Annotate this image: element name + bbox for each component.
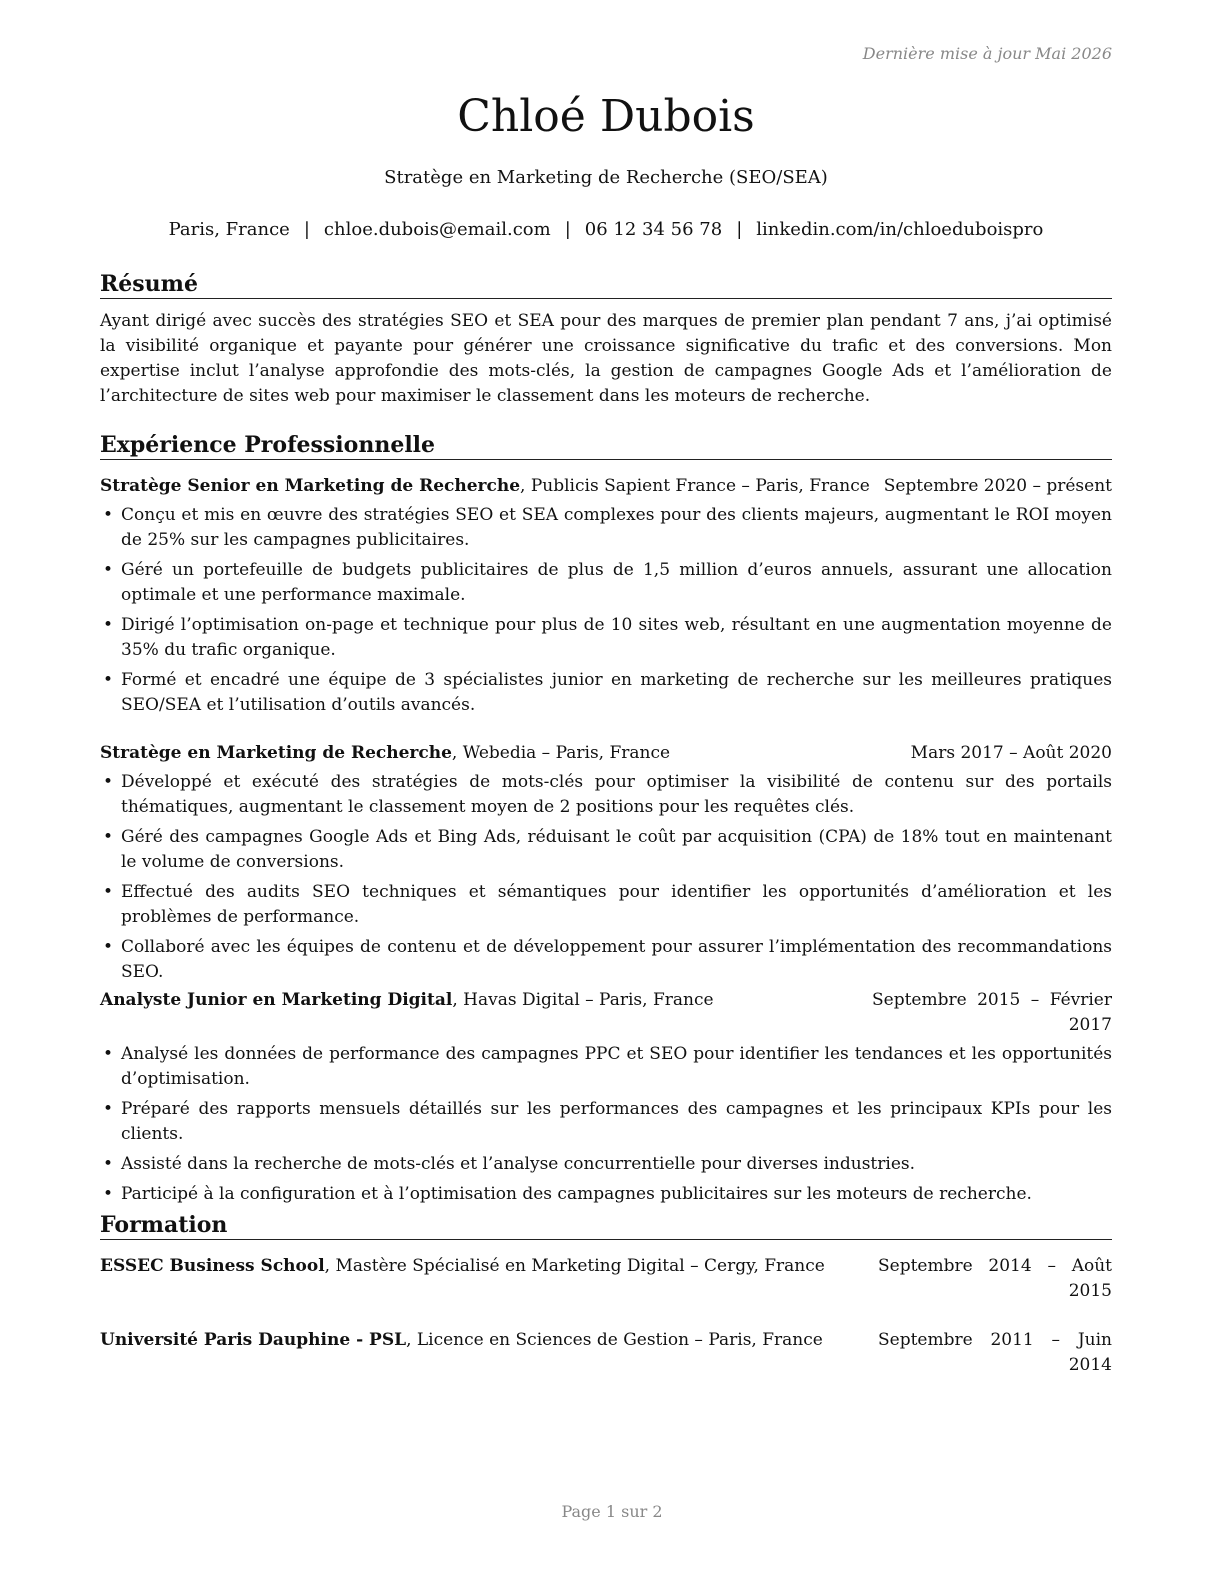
bullet-text: Effectué des audits SEO techniques et sémantiques pour identifier les opportunités d’amélioration et les problèmes de performance. [121,882,1112,927]
bullet-icon: • [103,772,114,792]
bullet-icon: • [103,1184,114,1204]
bullet-icon: • [103,560,114,580]
list-item [100,770,1112,820]
bullet-icon: • [103,670,114,690]
candidate-title: Stratège en Marketing de Recherche (SEO/SEA) [384,167,828,188]
education-entry [100,1328,1112,1375]
job-company: , Publicis Sapient France – Paris, France [520,476,870,496]
bullet-text: Géré un portefeuille de budgets publicitaires de plus de 1,5 million d’euros annuels, assurant une allocation optimale et une performance maximale. [121,560,1112,605]
list-item [100,825,1112,875]
degree-detail: , Mastère Spécialisé en Marketing Digital – Cergy, France [324,1256,825,1276]
bullet-text: Conçu et mis en œuvre des stratégies SEO et SEA complexes pour des clients majeurs, augmentant le ROI moyen de 25% sur les campagnes publicitaires. [121,505,1112,550]
section-title-summary: Résumé [100,270,1112,299]
bullet-text: Formé et encadré une équipe de 3 spécialistes junior en marketing de recherche sur les meilleures pratiques SEO/SEA et l’utilisation d’outils avancés. [121,670,1112,715]
job-header [100,988,1112,1035]
contact-separator: | [564,219,571,240]
list-item [100,503,1112,553]
summary-section [100,270,1112,409]
list-item [100,880,1112,930]
job-role: Stratège en Marketing de Recherche [100,743,452,763]
education-dates: Septembre 2014 – Août 2015 [878,1256,1112,1301]
job-bullets [100,503,1112,718]
summary-text: Ayant dirigé avec succès des stratégies SEO et SEA pour des marques de premier plan pendant 7 ans, j’ai optimisé la visibilité organique et payante pour générer une croissance significative du trafic et des conversions. Mon expertise inclut l’analyse approfondie des mots-clés, la gestion de campagnes Google Ads et l’amélioration de l’architecture de sites web pour maximiser le classement dans les moteurs de recherche. [100,311,1112,406]
job-role: Stratège Senior en Marketing de Recherche [100,476,521,496]
section-title-experience: Expérience Professionnelle [100,431,1112,460]
job-bullets [100,770,1112,985]
bullet-text: Dirigé l’optimisation on-page et technique pour plus de 10 sites web, résultant en une augmentation moyenne de 35% du trafic organique. [121,615,1112,660]
last-updated: Dernière mise à jour Mai 2026 [862,44,1112,63]
job-entry [100,988,1112,1212]
job-company: , Havas Digital – Paris, France [452,990,714,1010]
job-header [100,741,1112,766]
bullet-text: Géré des campagnes Google Ads et Bing Ads, réduisant le coût par acquisition (CPA) de 18% tout en maintenant le volume de conversions. [121,827,1112,872]
bullet-icon: • [103,937,114,957]
contact-location: Paris, France [168,219,290,240]
education-dates: Septembre 2011 – Juin 2014 [878,1330,1112,1375]
school-name: Université Paris Dauphine - PSL [100,1330,407,1350]
job-header [100,474,1112,499]
bullet-text: Préparé des rapports mensuels détaillés sur les performances des campagnes et les principaux KPIs pour les clients. [121,1099,1112,1144]
section-title-education: Formation [100,1211,1112,1240]
job-entry [100,474,1112,723]
experience-section [100,431,1112,460]
bullet-text: Collaboré avec les équipes de contenu et de développement pour assurer l’implémentation des recommandations SEO. [121,937,1112,982]
school-name: ESSEC Business School [100,1256,325,1276]
bullet-icon: • [103,615,114,635]
job-company: , Webedia – Paris, France [451,743,671,763]
job-dates: Mars 2017 – Août 2020 [910,743,1112,763]
bullet-icon: • [103,1044,114,1064]
bullet-icon: • [103,1154,114,1174]
contact-separator: | [736,219,743,240]
resume-page [100,0,1112,1584]
list-item [100,668,1112,718]
contact-line [100,219,1112,240]
page-number: Page 1 sur 2 [561,1502,663,1521]
list-item [100,1042,1112,1092]
list-item [100,613,1112,663]
job-dates: Septembre 2015 – Février 2017 [872,990,1112,1035]
job-role: Analyste Junior en Marketing Digital [100,990,453,1010]
bullet-icon: • [103,882,114,902]
bullet-text: Participé à la configuration et à l’optimisation des campagnes publicitaires sur les moteurs de recherche. [121,1184,1032,1204]
job-dates: Septembre 2020 – présent [883,476,1112,496]
contact-email[interactable]: chloe.dubois@email.com [323,219,551,240]
contact-separator: | [303,219,310,240]
degree-detail: , Licence en Sciences de Gestion – Paris, France [406,1330,823,1350]
bullet-icon: • [103,1099,114,1119]
list-item [100,1152,1112,1177]
contact-linkedin[interactable]: linkedin.com/in/chloeduboispro [756,219,1044,240]
bullet-icon: • [103,505,114,525]
list-item [100,935,1112,985]
bullet-text: Développé et exécuté des stratégies de mots-clés pour optimiser la visibilité de contenu sur des portails thématiques, augmentant le classement moyen de 2 positions pour les requêtes clés. [121,772,1112,817]
list-item [100,558,1112,608]
list-item [100,1097,1112,1147]
bullet-text: Analysé les données de performance des campagnes PPC et SEO pour identifier les tendances et les opportunités d’optimisation. [121,1044,1112,1089]
bullet-icon: • [103,827,114,847]
job-bullets [100,1042,1112,1207]
education-section [100,1211,1112,1240]
candidate-name: Chloé Dubois [457,91,755,142]
bullet-text: Assisté dans la recherche de mots-clés et l’analyse concurrentielle pour diverses industries. [121,1154,916,1174]
list-item [100,1182,1112,1207]
education-entry [100,1254,1112,1301]
job-entry [100,741,1112,990]
contact-phone: 06 12 34 56 78 [584,219,723,240]
